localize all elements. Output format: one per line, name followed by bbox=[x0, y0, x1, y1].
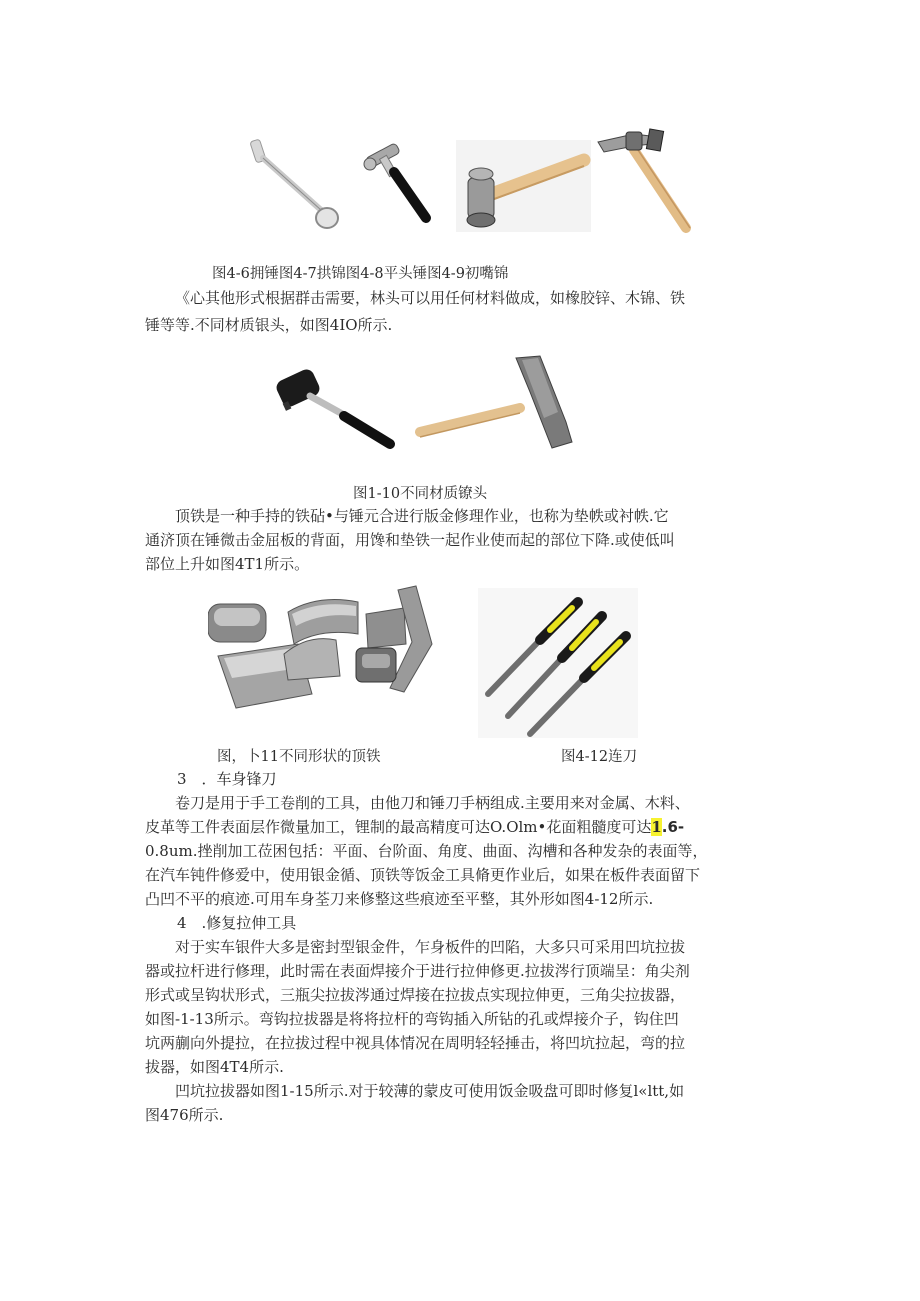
section4-line2: 器或拉杆进行修理，此时需在表面焊接介于进行拉伸修更.拉拔涔行顶端呈：角尖剂 bbox=[145, 962, 690, 980]
para2-line3: 部位上升如图4T1所示。 bbox=[145, 555, 310, 573]
section4-line6: 拔器，如图4T4所示. bbox=[145, 1058, 284, 1076]
caption-fig-4-6: 图4-6拥锤 bbox=[212, 266, 279, 282]
section3-line2-b: .6- bbox=[661, 818, 685, 836]
section3-line3: 0.8um.挫削加工莅困包括：平面、台阶面、角度、曲面、沟槽和各种发杂的表面等， bbox=[145, 842, 708, 860]
section3-line2 bbox=[145, 817, 684, 837]
section4-line3: 形式或呈钩状形式，三瓶尖拉拔涔通过焊接在拉拔点实现拉伸更，三角尖拉拔器， bbox=[145, 986, 686, 1004]
para2-line1: 顶铁是一种手持的铁砧•与锤元合进行版金修理作业，也称为垫帙或衬帙.它 bbox=[175, 507, 669, 525]
figure-hammer-4-8 bbox=[456, 140, 591, 232]
section4-line5: 坑两蒯向外提拉，在拉拔过程中视具体情况在周明轻轻捶击，将凹坑拉起，弯的拉 bbox=[145, 1034, 686, 1052]
section3-line4: 在汽车钝件修爱中，使用银金循、顶铁等饭金工具脩更作业后，如果在板件表面留下 bbox=[145, 866, 701, 884]
para-last-line2: 图476所示. bbox=[145, 1106, 224, 1124]
caption-fig-4-12: 图4-12连刀 bbox=[561, 749, 638, 765]
para1-line1: 《心其他形式根据群击需要，林头可以用任何材料做成，如橡胶锌、木锦、铁 bbox=[175, 289, 686, 307]
section3-line2-a: 皮革等工件表面层作微量加工，锂制的最高精度可达O.Olm•花面粗髓度可达 bbox=[145, 818, 652, 836]
section4-heading: 4 .修复拉伸工具 bbox=[177, 914, 297, 932]
caption-fig-4-11: 图，卜11不同形状的顶铁 bbox=[217, 749, 381, 765]
figure-hammers-4-10 bbox=[270, 352, 580, 457]
caption-fig-4-9: 图4-9初嘴锦 bbox=[427, 266, 509, 282]
highlighted-text: 1 bbox=[651, 818, 662, 836]
caption-fig-4-8: 图4-8平头锤 bbox=[345, 266, 428, 282]
section3-line5: 凸凹不平的痕迹.可用车身荃刀来修整这些痕迹至平整，其外形如图4-12所示. bbox=[145, 890, 654, 908]
section4-line1: 对于实车银件大多是密封型银金件，乍身板件的凹陷，大多只可采用凹坑拉拔 bbox=[175, 938, 686, 956]
para-last-line1: 凹坑拉拔器如图1-15所示.对于较薄的蒙皮可使用饭金吸盘可即时修复l«ltt,如 bbox=[175, 1082, 685, 1100]
para2-line2: 通济顶在锤微击金屈板的背面，用馋和垫铁一起作业使而起的部位下降.或使低叫 bbox=[145, 531, 675, 549]
figure-hammer-4-9 bbox=[594, 128, 704, 236]
figure-dollies-4-11 bbox=[208, 584, 458, 719]
para1-line2: 锤等等.不同材质银头，如图4IO所示. bbox=[145, 316, 393, 334]
caption-fig-4-10: 图1-10不同材质镣头 bbox=[353, 486, 488, 502]
figure-files-4-12 bbox=[478, 588, 638, 738]
figure-hammer-4-6 bbox=[245, 130, 345, 235]
caption-fig-4-7: 图4-7拱锦 bbox=[278, 266, 346, 282]
section3-heading: 3 ．车身锋刀 bbox=[177, 770, 277, 788]
section4-line4: 如图-1-13所示。弯钩拉拔器是将将拉杆的弯钩插入所钻的孔或焊接介子，钩住凹 bbox=[145, 1010, 679, 1028]
figure-captions-row1 bbox=[212, 262, 508, 283]
section3-line1: 卷刀是用于手工卷削的工具，由他刀和锤刀手柄组成.主要用来对金属、木料、 bbox=[175, 794, 690, 812]
figure-hammer-4-7 bbox=[360, 140, 440, 225]
